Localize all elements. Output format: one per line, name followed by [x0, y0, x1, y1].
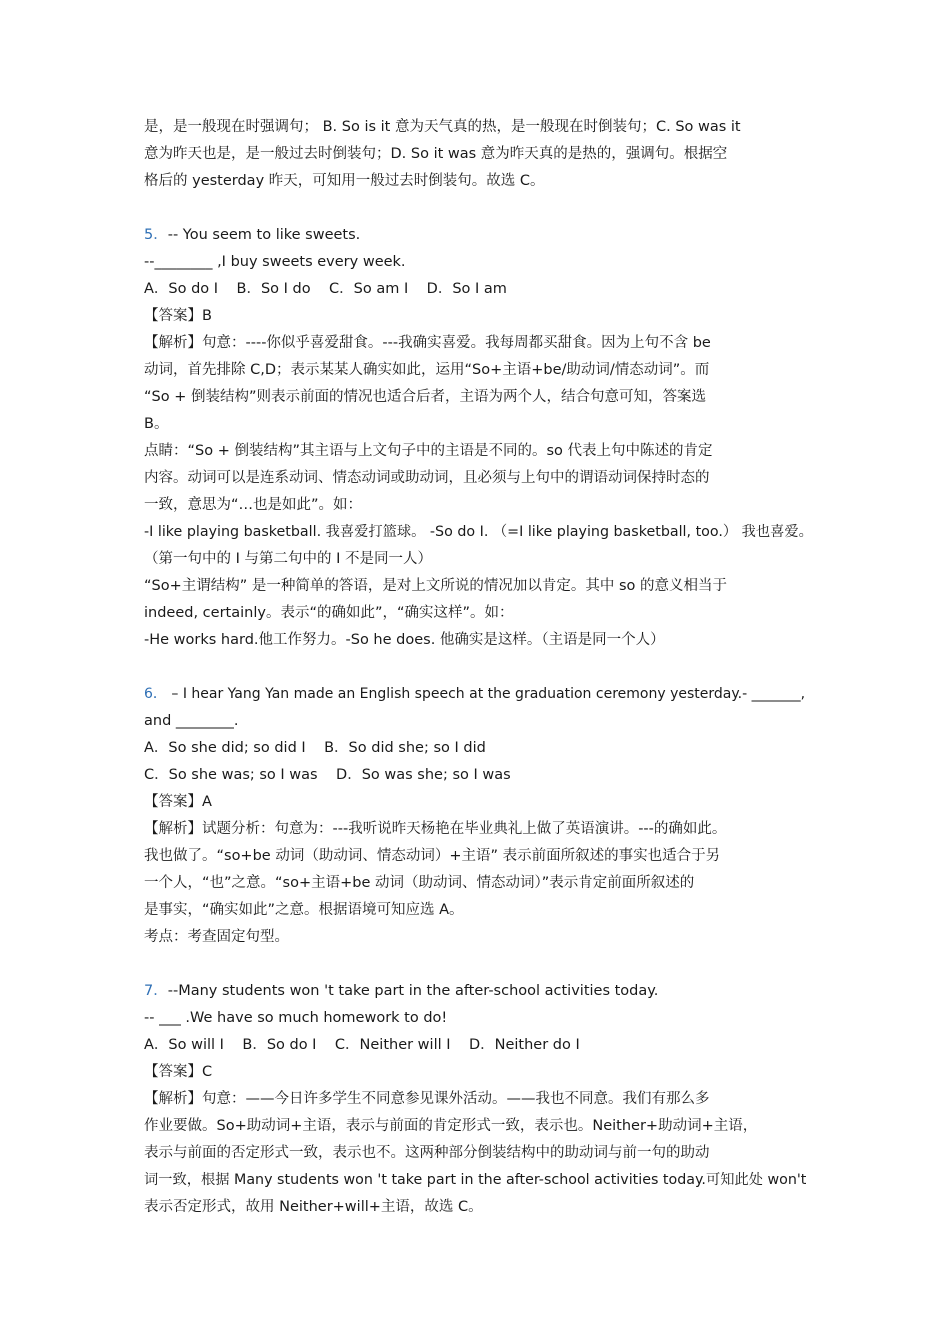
text-line: 动词，首先排除 C,D；表示某某人确实如此，运用“So+主语+be/助动词/情态动词”。而: [144, 362, 710, 378]
text-line: and ________.: [144, 713, 239, 729]
text-line: 表示否定形式，故用 Neither+will+主语，故选 C。: [144, 1199, 483, 1215]
options-line: A．So she did; so did I B．So did she; so I did: [144, 740, 486, 756]
question-7: [144, 978, 814, 1221]
question-number: 6．: [144, 686, 167, 702]
text-line: 【解析】试题分析：句意为：---我听说昨天杨艳在毕业典礼上做了英语演讲。---的确如此。: [144, 821, 727, 837]
text-line: 一个人，“也”之意。“so+主语+be 动词（助动词、情态动词）”表示肯定前面所叙述的: [144, 875, 695, 891]
intro-paragraph: [144, 114, 814, 195]
question-text: – I hear Yang Yan made an English speech at the graduation ceremony yesterday.- _______,: [166, 686, 806, 702]
text-line: 内容。动词可以是连系动词、情态动词或助动词，且必须与上句中的谓语动词保持时态的: [144, 470, 710, 486]
text-line: -I like playing basketball. 我喜爱打篮球。 -So do I. （=I like playing basketball, too.） 我也喜爱。: [144, 524, 813, 540]
text-line: 表示与前面的否定形式一致，表示也不。这两种部分倒装结构中的助动词与前一句的助动: [144, 1145, 710, 1161]
answer-line: 【答案】B: [144, 308, 212, 324]
text-line: 我也做了。“so+be 动词（助动词、情态动词）+主语” 表示前面所叙述的事实也适合于另: [144, 848, 721, 864]
text-line: 作业要做。So+助动词+主语，表示与前面的肯定形式一致，表示也。Neither+助动词+主语，: [144, 1118, 758, 1134]
text-line: 词一致，根据 Many students won 't take part in the after-school activities today.可知此处 won't: [144, 1172, 807, 1188]
options-line: A．So do I B．So I do C．So am I D．So I am: [144, 281, 507, 297]
text-line: “So+主谓结构” 是一种简单的答语，是对上文所说的情况加以肯定。其中 so 的意义相当于: [144, 578, 727, 594]
question-stem: [144, 978, 814, 1005]
text-line: 点睛：“So + 倒装结构”其主语与上文句子中的主语是不同的。so 代表上句中陈述的肯定: [144, 443, 713, 459]
question-6: [144, 681, 814, 951]
options-line: C．So she was; so I was D．So was she; so I was: [144, 767, 511, 783]
question-number: 5．: [144, 227, 168, 243]
question-text: -- You seem to like sweets.: [167, 227, 361, 243]
text-line: 是，是一般现在时强调句； B. So is it 意为天气真的热，是一般现在时倒装句；C. So was it: [144, 119, 741, 135]
question-5: [144, 222, 814, 654]
text-line: -- ___ .We have so much homework to do!: [144, 1010, 448, 1026]
document-page: [144, 114, 814, 1221]
text-line: 是事实，“确实如此”之意。根据语境可知应选 A。: [144, 902, 464, 918]
question-number: 7．: [144, 983, 168, 999]
text-line: “So + 倒装结构”则表示前面的情况也适合后者，主语为两个人，结合句意可知，答案选: [144, 389, 706, 405]
answer-line: 【答案】C: [144, 1064, 213, 1080]
text-line: （第一句中的 I 与第二句中的 I 不是同一人）: [144, 551, 432, 567]
answer-line: 【答案】A: [144, 794, 212, 810]
text-line: 一致，意思为“…也是如此”。如：: [144, 497, 363, 513]
text-line: 意为昨天也是，是一般过去时倒装句；D. So it was 意为昨天真的是热的，强调句。根据空: [144, 146, 728, 162]
text-line: 格后的 yesterday 昨天，可知用一般过去时倒装句。故选 C。: [144, 173, 545, 189]
text-line: -He works hard.他工作努力。-So he does. 他确实是这样。（主语是同一个人）: [144, 632, 665, 648]
question-text: --Many students won 't take part in the after-school activities today.: [167, 983, 659, 999]
question-stem: [144, 681, 814, 708]
text-line: 【解析】句意：----你似乎喜爱甜食。---我确实喜爱。我每周都买甜食。因为上句不含 be: [144, 335, 711, 351]
text-line: indeed, certainly。表示“的确如此”，“确实这样”。如：: [144, 605, 514, 621]
text-line: B。: [144, 416, 169, 432]
question-stem: [144, 222, 814, 249]
options-line: A．So will I B．So do I C．Neither will I D．Neither do I: [144, 1037, 580, 1053]
text-line: 考点：考查固定句型。: [144, 929, 289, 945]
text-line: --________ ,I buy sweets every week.: [144, 254, 406, 270]
text-line: 【解析】句意：——今日许多学生不同意参见课外活动。——我也不同意。我们有那么多: [144, 1091, 710, 1107]
